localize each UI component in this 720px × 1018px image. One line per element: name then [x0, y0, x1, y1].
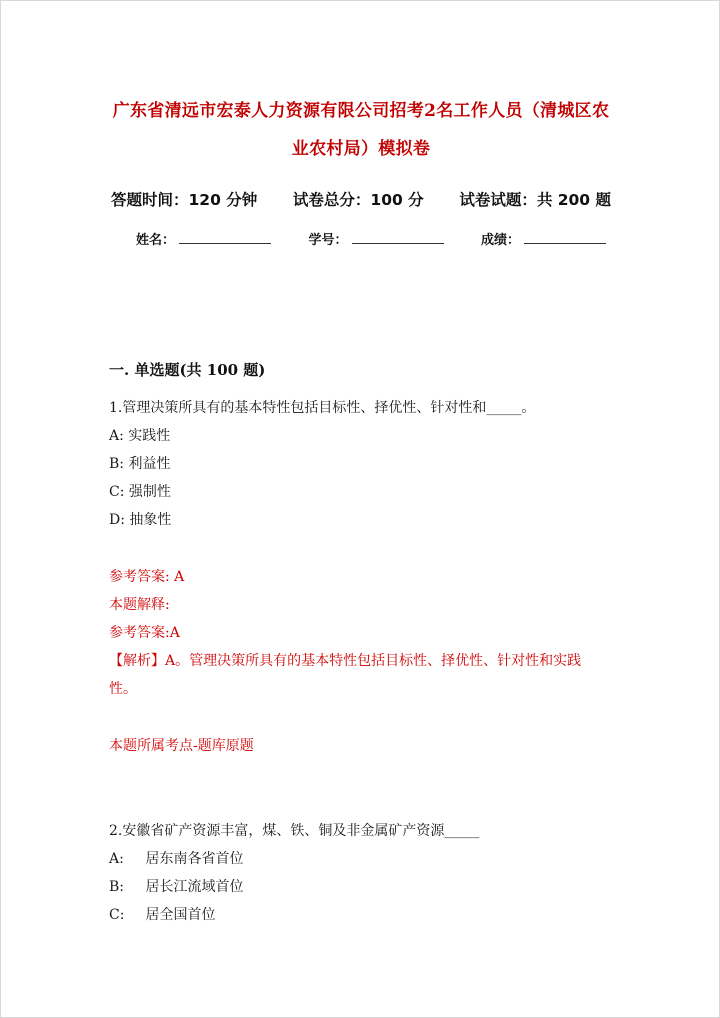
id-label: 学号： — [308, 233, 348, 248]
section-title: 一. 单选题(共 100 题) — [109, 361, 266, 379]
q2-stem: 2.安徽省矿产资源丰富，煤、铁、铜及非金属矿产资源_____ — [109, 823, 480, 839]
option-key: B: — [109, 456, 125, 472]
option-text: 居全国首位 — [145, 907, 216, 923]
q1-option-c — [109, 481, 171, 501]
q2-option-c — [109, 904, 215, 924]
q1-analysis-line2: 性。 — [109, 681, 137, 697]
id-blank — [352, 230, 444, 244]
score-blank — [524, 230, 606, 244]
exam-title-line2: 业农村局）模拟卷 — [291, 139, 431, 159]
option-key: A: — [109, 428, 124, 444]
option-key: C: — [109, 484, 125, 500]
score-field — [481, 229, 606, 248]
q1-option-b — [109, 453, 170, 473]
student-fields — [136, 229, 606, 248]
option-key: A: — [109, 851, 124, 867]
exam-time: 答题时间：120 分钟 — [111, 191, 258, 209]
exam-title-line1: 广东省清远市宏泰人力资源有限公司招考2名工作人员（清城区农 — [112, 101, 610, 121]
option-key: C: — [109, 907, 125, 923]
option-text: 实践性 — [128, 428, 171, 444]
q1-option-a — [109, 425, 170, 445]
option-text: 居长江流域首位 — [145, 879, 244, 895]
option-text: 抽象性 — [129, 512, 172, 528]
q1-stem: 1.管理决策所具有的基本特性包括目标性、择优性、针对性和_____。 — [109, 400, 536, 416]
score-label: 成绩： — [480, 233, 520, 248]
q1-analysis-line1: 【解析】A。管理决策所具有的基本特性包括目标性、择优性、针对性和实践 — [109, 653, 582, 669]
q2-option-b — [109, 876, 243, 896]
option-text: 利益性 — [128, 456, 171, 472]
option-key: B: — [109, 879, 125, 895]
q1-answer: 参考答案: A — [109, 569, 185, 585]
name-blank — [179, 230, 271, 244]
name-label: 姓名： — [136, 233, 176, 248]
option-text: 强制性 — [128, 484, 171, 500]
exam-meta — [111, 188, 611, 210]
q1-source: 本题所属考点-题库原题 — [109, 738, 254, 754]
exam-total-score: 试卷总分：100 分 — [292, 191, 424, 209]
option-text: 居东南各省首位 — [145, 851, 244, 867]
name-field — [136, 229, 271, 248]
q2-option-a — [109, 848, 243, 868]
q1-option-d — [109, 509, 171, 529]
option-key: D: — [109, 512, 125, 528]
exam-question-count: 试卷试题：共 200 题 — [459, 191, 611, 209]
id-field — [308, 229, 443, 248]
q1-answer-repeat: 参考答案:A — [109, 625, 180, 641]
q1-explanation-label: 本题解释: — [109, 597, 170, 613]
